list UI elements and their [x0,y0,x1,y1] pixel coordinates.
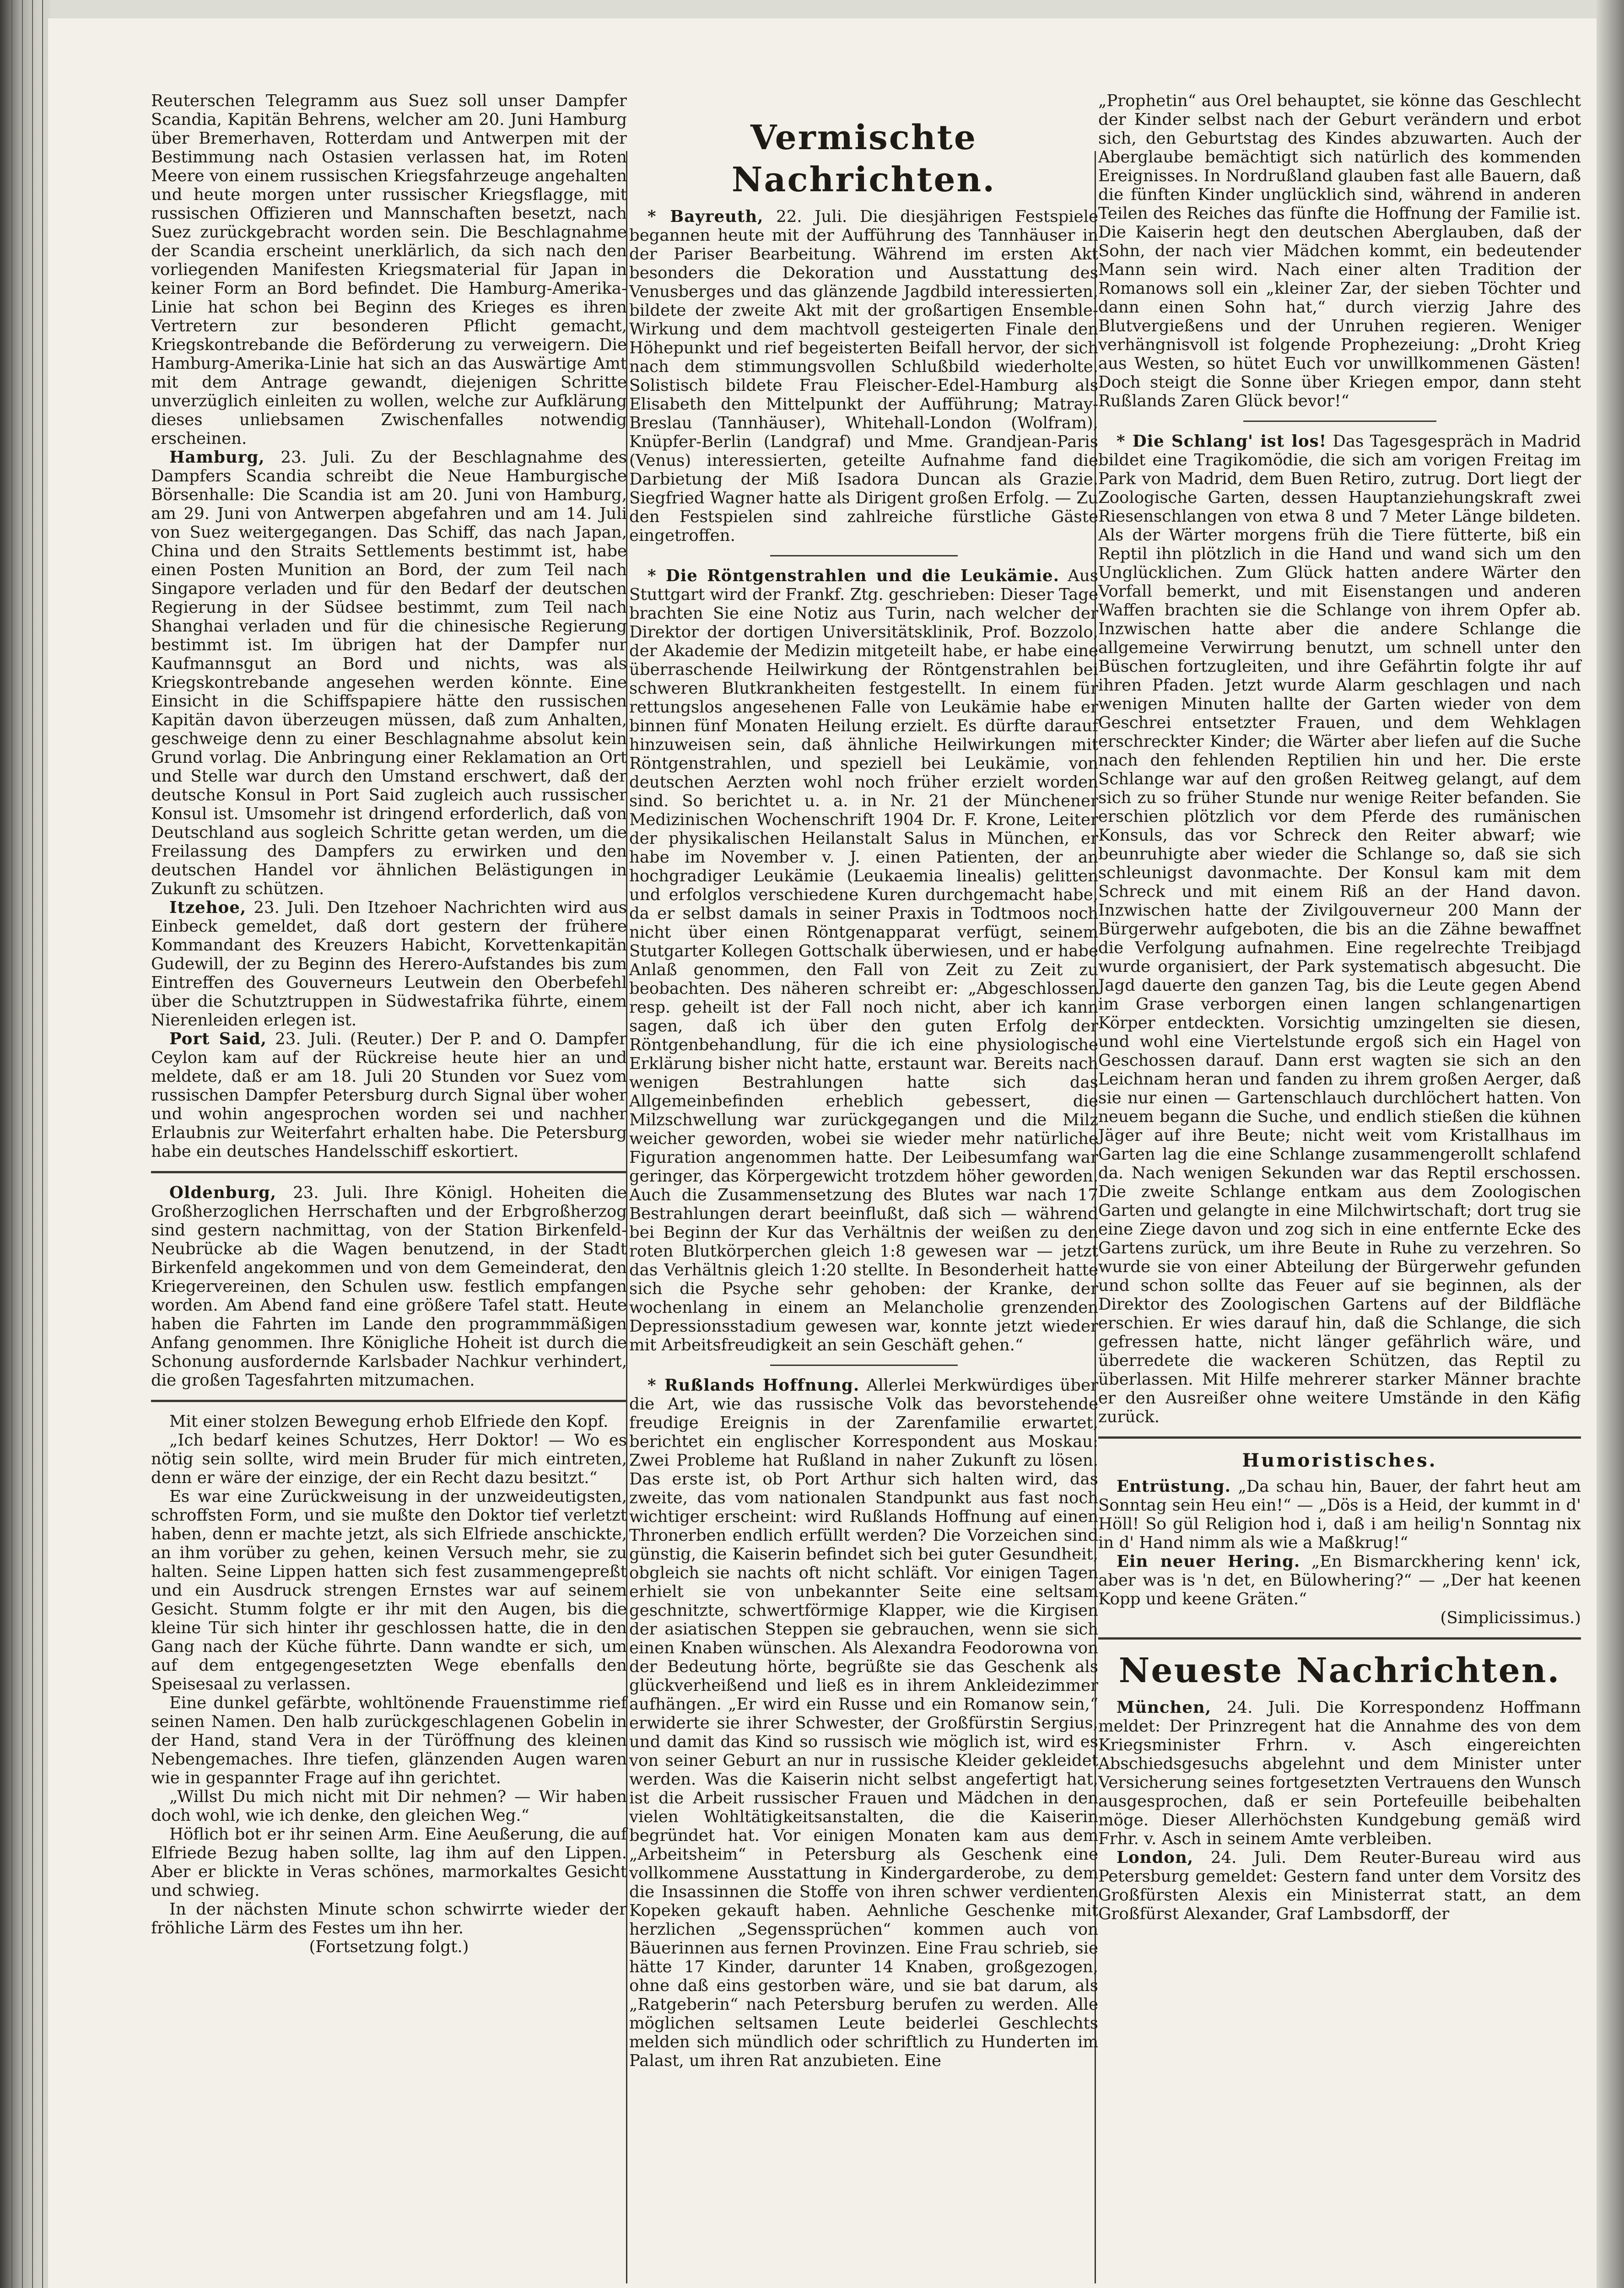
section-divider [1098,1637,1581,1640]
continuation-note: (Fortsetzung folgt.) [309,1937,469,1956]
article-port-said [151,1030,627,1161]
article-suez [151,92,627,448]
novel-paragraph: „Ich bedarf keines Schutzes, Herr Doktor! — Wo es nötig sein sollte, wird mein Bruder für mich eintreten, denn er wäre der einzige, der ein Recht dazu besitzt.“ [151,1431,627,1487]
article-bayreuth [629,207,1098,545]
article-russland [629,1376,1098,2070]
article-text: 23. Juli. (Reuter.) Der P. and O. Dampfer Ceylon kam auf der Rückreise heute hier an und meldete, daß er am 18. Juli 20 Stunden vor Suez vom russischen Dampfer Petersburg durch Signal über woher und wohin angesprochen worden sei und nachher Erlaubnis zur Weiterfahrt erhalten habe. Die Petersburg habe ein deutsches Handelsschiff eskortiert. [151,1030,627,1161]
dateline: Oldenburg, [169,1183,277,1202]
dateline: Itzehoe, [169,898,247,917]
joke-title: Ein neuer Hering. [1117,1552,1300,1571]
article-muenchen [1098,1698,1581,1848]
article-title: * Die Röntgenstrahlen und die Leukämie. [647,567,1059,585]
article-divider [1243,421,1436,422]
article-text: 23. Juli. Ihre Königl. Hoheiten die Großherzoglichen Herrschaften und der Erbgroßherzog sind gestern nachmittag, von der Station Birkenfeld-Neubrücke ab die Wagen benutzend, in der Stadt Birkenfeld angekommen und von dem Gemeinderat, den Kriegervereinen, den Schulen usw. festlich empfangen worden. Am Abend fand eine größere Tafel statt. Heute haben die Fahrten im Lande den programmmäßigen Anfang genommen. Ihre Königliche Hoheit ist durch die Schonung ausfordernde Karlsbader Nachkur verhindert, die großen Tagesfahrten mitzumachen. [151,1183,627,1390]
article-schlange [1098,432,1581,1426]
novel-paragraph: Höflich bot er ihr seinen Arm. Eine Aeußerung, die auf Elfriede Bezug haben sollte, lag ihm auf den Lippen. Aber er blickte in Veras schönes, marmorkaltes Gesicht und schwieg. [151,1825,627,1900]
column-left [151,92,627,1956]
dateline: London, [1117,1848,1194,1867]
book-binding [0,0,50,2288]
novel-paragraph: „Willst Du mich nicht mit Dir nehmen? — Wir haben doch wohl, wie ich denke, den gleichen Weg.“ [151,1787,627,1825]
section-heading-miscellaneous: Vermischte Nachrichten. [731,118,996,200]
article-text: Aus Stuttgart wird der Frankf. Ztg. geschrieben: Dieser Tage brachten Sie eine Notiz aus Turin, nach welcher der Direktor der dortigen Universitätsklinik, Prof. Bozzolo, der Akademie der Medizin mitgeteilt habe, er habe eine überraschende Heilwirkung der Röntgenstrahlen bei schweren Blutkrankheiten festgestellt. In einem für rettungslos angesehenen Falle von Leukämie habe er binnen fünf Monaten Heilung erzielt. Es dürfte darauf hinzuweisen sein, daß ähnliche Heilwirkungen mit Röntgenstrahlen, und speziell bei Leukämie, von deutschen Aerzten wohl noch früher erzielt worden sind. So berichtet u. a. in Nr. 21 der Münchener Medizinischen Wochenschrift 1904 Dr. F. Krone, Leiter der physikalischen Heilanstalt Salus in München, er habe im November v. J. einen Patienten, der an hochgradiger Leukämie (Leukaemia linealis) gelitten und erfolglos verschiedene Kuren durchgemacht habe, da er selbst damals in seiner Praxis in Todtmoos noch nicht über einen Röntgenapparat verfügt, seinem Stutgarter Kollegen Gottschalk überwiesen, und er habe Anlaß genommen, den Fall von Zeit zu Zeit zu beobachten. Des näheren schreibt er: „Abgeschlossen resp. geheilt ist der Fall noch nicht, aber ich kann sagen, daß ich über den guten Erfolg der Röntgenbehandlung, für die ich eine physiologische Erklärung bisher nicht hatte, erstaunt war. Bereits nach wenigen Bestrahlungen hatte sich das Allgemeinbefinden erheblich gebessert, die Milzschwellung war zurückgegangen und die Milz weicher geworden, wobei sie wieder mehr natürliche Figuration angenommen hatte. Der Leibesumfang war geringer, das Körpergewicht trotzdem höher geworden. Auch die Zusammensetzung des Blutes war nach 17 Bestrahlungen derart beeinflußt, daß sich — während bei Beginn der Kur das Verhältnis der weißen zu den roten Blutkörperchen gleich 1:8 gewesen war — jetzt das Verhältnis gleich 1:20 stellte. In Besonderheit hatte sich die Psyche sehr gehoben: der Kranke, der wochenlang in einem an Melancholie grenzenden Depressionsstadium gewesen war, konnte jetzt wieder mit Arbeitsfreudigkeit an sein Geschäft gehen.“ [629,567,1098,1354]
article-oldenburg [151,1183,627,1390]
article-text: 23. Juli. Den Itzehoer Nachrichten wird aus Einbeck gemeldet, daß dort gestern der frühere Kommandant des Kreuzers Habicht, Korvettenkapitän Gudewill, der zu Beginn des Herero-Aufstandes bis zum Eintreffen des Gouverneurs Leutwein den Oberbefehl über die Schutztruppen in Südwestafrika führte, einem Nierenleiden erlegen ist. [151,898,627,1030]
article-london [1098,1848,1581,1923]
article-text: Allerlei Merkwürdiges über die Art, wie das russische Volk das bevorstehende freudige Ereignis in der Zarenfamilie erwartet, berichtet ein englischer Korrespondent aus Moskau: Zwei Probleme hat Rußland in naher Zukunft zu lösen. Das erste ist, ob Port Arthur sich halten wird, das zweite, das vom nationalen Standpunkt aus fast noch wichtiger erscheint: wird Rußlands Hoffnung auf einen Thronerben endlich erfüllt werden? Die Vorzeichen sind günstig, die Kaiserin befindet sich bei guter Gesundheit, obgleich sie nachts oft nicht schläft. Vor einigen Tagen erhielt sie von unbekannter Seite eine seltsam geschnitzte, schwertförmige Klapper, wie die Kirgisen der asiatischen Steppen sie gebrauchen, wenn sie sich einen Knaben wünschen. Als Alexandra Feodorowna von der Bedeutung hörte, begrüßte sie das Geschenk als glückverheißend und ließ es in ihrem Ankleidezimmer aufhängen. „Er wird ein Russe und ein Romanow sein,“ erwiderte sie ihrer Schwester, der Großfürstin Sergius, und damit das Kind so russisch wie möglich ist, wird es von seiner Geburt an nur in russische Kleider gekleidet werden. Was die Kaiserin nicht selbst angefertigt hat, ist die Arbeit russischer Frauen und Mädchen in den vielen Wohltätigkeitsanstalten, die die Kaiserin begründet hat. Vor einigen Monaten kam aus dem „Arbeitsheim“ in Petersburg als Geschenk eine vollkommene Ausstattung in Kindergarderobe, zu dem die Insassinnen die Stoffe von ihren schwer verdienten Kopeken gekauft haben. Aehnliche Geschenke mit herzlichen „Segenssprüchen“ kommen auch von Bäuerinnen aus fernen Provinzen. Eine Frau schrieb, sie hätte 17 Kinder, darunter 14 Knaben, großgezogen, ohne daß eins gestorben wäre, und sie bat darum, als „Ratgeberin“ nach Petersburg berufen zu werden. Alle möglichen seltsamen Leute beiderlei Geschlechts melden sich mündlich oder schriftlich zu Hunderten im Palast, um ihren Rat anzubieten. Eine [629,1376,1098,2070]
article-itzehoe [151,898,627,1030]
section-divider [1098,1436,1581,1439]
article-text: 22. Juli. Die diesjährigen Festspiele begannen heute mit der Aufführung des Tannhäuser in der Pariser Bearbeitung. Während im ersten Akt besonders die Dekoration und Ausstattung des Venusberges und das glänzende Jagdbild interessierten, bildete der zweite Akt mit der großartigen Ensemble-Wirkung und dem machtvoll gesteigerten Finale den Höhepunkt und rief begeisterten Beifall hervor, der sich nach dem stimmungsvollen Schlußbild wiederholte. Solistisch bildete Frau Fleischer-Edel-Hamburg als Elisabeth den Mittelpunkt der Aufführung; Matray-Breslau (Tannhäuser), Whitehall-London (Wolfram), Knüpfer-Berlin (Landgraf) und Mme. Grandjean-Paris (Venus) interessierten, geteilte Aufnahme fand die Darbietung der Miß Isadora Duncan als Grazie. Siegfried Wagner hatte als Dirigent großen Erfolg. — Zu den Festspielen sind zahlreiche fürstliche Gäste eingetroffen. [629,207,1098,545]
page-edge [1597,0,1624,2288]
section-heading-latest-news: Neueste Nachrichten. [1118,1651,1561,1690]
novel-paragraph: Mit einer stolzen Bewegung erhob Elfriede den Kopf. [169,1412,609,1431]
humor-entruestung [1098,1477,1581,1552]
joke-title: Entrüstung. [1117,1477,1231,1496]
section-heading-humor: Humoristisches. [1242,1450,1437,1471]
column-right [1098,92,1581,1923]
article-divider [770,1365,958,1366]
article-title: * Rußlands Hoffnung. [647,1376,860,1395]
article-text: „Prophetin“ aus Orel behauptet, sie könne das Geschlecht der Kinder selbst nach der Geburt verändern und erbot sich, den Geburtstag des Kindes abzuwarten. Auch der Aberglaube bemächtigt sich natürlich des kommenden Ereignisses. In Nordrußland glauben fast alle Bauern, daß die fünften Kinder unglücklich sind, während in anderen Teilen des Reiches das fünfte die Hoffnung der Familie ist. Die Kaiserin hegt den deutschen Aberglauben, daß der Sohn, der nach vier Mädchen kommt, ein bedeutender Mann sein wird. Nach einer alten Tradition der Romanows soll ein „kleiner Zar, der sieben Töchter und dann einen Sohn hat,“ durch vierzig Jahre des Blutvergießens und der Unruhen regieren. Weniger verhängnisvoll ist folgende Prophezeiung: „Droht Krieg aus Westen, so hütet Euch vor unwillkommenen Gästen! Doch steigt die Sonne über Kriegen empor, dann steht Rußlands Zaren Glück bevor!“ [1098,92,1581,410]
article-text: 24. Juli. Die Korrespondenz Hoffmann meldet: Der Prinzregent hat die Annahme des von dem Kriegsminister Frhrn. v. Asch eingereichten Abschiedsgesuchs abgelehnt und dem Minister unter Versicherung seines fortgesetzten Vertrauens den Wunsch ausgesprochen, daß er sein Portefeuille beibehalten möge. Dieser Allerhöchsten Kundgebung gemäß wird Frhr. v. Asch in seinem Amte verbleiben. [1098,1698,1581,1848]
article-hamburg [151,448,627,898]
dateline: Hamburg, [169,448,265,467]
novel-paragraph: In der nächsten Minute schon schwirrte wieder der fröhliche Lärm des Festes um ihn her. [151,1900,627,1937]
section-divider [151,1400,627,1402]
article-title: * Die Schlang' ist los! [1117,432,1327,451]
article-roentgen [629,567,1098,1354]
serial-novel [151,1412,627,1956]
column-middle [629,92,1098,2070]
novel-paragraph: Eine dunkel gefärbte, wohltönende Frauenstimme rief seinen Namen. Den halb zurückgeschlagenen Gobelin in der Hand, stand Vera in der Türöffnung des kleinen Nebengemaches. Ihre tiefen, glänzenden Augen waren wie in gespannter Frage auf ihn gerichtet. [151,1694,627,1787]
humor-hering [1098,1552,1581,1608]
article-text: 24. Juli. Dem Reuter-Bureau wird aus Petersburg gemeldet: Gestern fand unter dem Vorsitz des Großfürsten Alexis ein Ministerrat statt, an dem Großfürst Alexander, Graf Lambsdorff, der [1098,1848,1581,1923]
dateline: * Bayreuth, [647,207,764,226]
article-divider [770,555,958,556]
article-russland-continued [1098,92,1581,410]
article-text: Reuterschen Telegramm aus Suez soll unser Dampfer Scandia, Kapitän Behrens, welcher am 20. Juni Hamburg über Bremerhaven, Rotterdam und Antwerpen mit der Bestimmung nach Ostasien verlassen hat, im Roten Meere von einem russischen Kriegsfahrzeuge angehalten und heute morgen unter russischer Kriegsflagge, mit russischen Offizieren und Mannschaften besetzt, nach Suez zurückgebracht worden sein. Die Beschlagnahme der Scandia erscheint unerklärlich, da sich nach den vorliegenden Manifesten Kriegsmaterial für Japan in keiner Form an Bord befindet. Die Hamburg-Amerika-Linie hat schon bei Beginn des Krieges es ihren Vertretern zur besonderen Pflicht gemacht, Kriegskontrebande die Beförderung zu verweigern. Die Hamburg-Amerika-Linie hat sich an das Auswärtige Amt mit dem Antrage gewandt, diejenigen Schritte unverzüglich einleiten zu wollen, welche zur Aufklärung dieses unliebsamen Zwischenfalles notwendig erscheinen. [151,92,627,448]
joke-text: „En Bismarckhering kenn' ick, aber was is 'n det, en Bülowhering?“ — „Der hat keenen Kopp und keene Gräten.“ [1098,1552,1581,1608]
dateline: München, [1117,1698,1212,1717]
section-divider [151,1171,627,1173]
article-text: 23. Juli. Zu der Beschlagnahme des Dampfers Scandia schreibt die Neue Hamburgische Börsenhalle: Die Scandia ist am 20. Juni von Hamburg, am 29. Juni von Antwerpen abgefahren und am 14. Juli von Suez weitergegangen. Das Schiff, das nach Japan, China und den Straits Settlements bestimmt ist, habe einen Posten Munition an Bord, der zum Teil nach Singapore verladen und für den Bedarf der deutschen Regierung in der Südsee bestimmt, zum Teil nach Shanghai verladen und für die chinesische Regierung bestimmt ist. Im übrigen hat der Dampfer nur Kaufmannsgut an Bord und nichts, was als Kriegskontrebande angesehen werden könnte. Eine Einsicht in die Schiffspapiere hätte den russischen Kapitän davon überzeugen müssen, daß zum Anhalten, geschweige denn zu einer Beschlagnahme absolut kein Grund vorlag. Die Anbringung einer Reklamation an Ort und Stelle war durch den Umstand erschwert, daß der deutsche Konsul in Port Said zugleich auch russischer Konsul ist. Umsomehr ist dringend erforderlich, daß von Deutschland aus sogleich Schritte getan werden, um die Freilassung des Dampfers zu erwirken und den deutschen Handel vor ähnlichen Belästigungen in Zukunft zu schützen. [151,448,627,898]
dateline: Port Said, [169,1030,267,1048]
novel-paragraph: Es war eine Zurückweisung in der unzweideutigsten, schroffsten Form, und sie mußte den Doktor tief verletzt haben, denn er machte jetzt, als sich Elfriede anschickte, an ihm vorüber zu gehen, keinen Versuch mehr, sie zu halten. Seine Lippen hatten sich fest zusammengepreßt und ein Ausdruck strengen Ernstes war auf seinem Gesicht. Stumm folgte er ihr mit den Augen, bis die kleine Tür sich hinter ihr geschlossen hatte, die in den Gang nach der Küche führte. Dann wandte er sich, um auf dem entgegengesetzten Wege ebenfalls den Speisesaal zu verlassen. [151,1487,627,1694]
article-text: Das Tagesgespräch in Madrid bildet eine Tragikomödie, die sich am vorigen Freitag im Park von Madrid, dem Buen Retiro, zutrug. Dort liegt der Zoologische Garten, dessen Hauptanziehungskraft zwei Riesenschlangen von etwa 8 und 7 Meter Länge bildeten. Als der Wärter morgens früh die Tiere fütterte, biß ein Reptil ihn plötzlich in die Hand und wand sich um den Unglücklichen. Zum Glück hatten andere Wärter den Vorfall bemerkt, und mit Eisenstangen und anderen Waffen brachten sie die Schlange von ihrem Opfer ab. Inzwischen hatte aber die andere Schlange die allgemeine Verwirrung benutzt, um schnell unter den Büschen fortzugleiten, und ihre Gefährtin folgte ihr auf ihren Pfaden. Jetzt wurde Alarm geschlagen und nach wenigen Minuten hallte der Garten wieder von dem Geschrei entsetzter Frauen, und dem Wehklagen erschreckter Kinder; die Wärter aber liefen auf die Suche nach den fehlenden Reptilien hin und her. Die erste Schlange war auf den großen Reitweg gelangt, auf dem sich zu so früher Stunde nur wenige Reiter befanden. Sie erschien plötzlich vor dem Pferde des rumänischen Konsuls, das vor Schreck den Reiter abwarf; wie beunruhigte aber wieder die Schlange so, daß sie sich schleunigst davonmachte. Der Konsul kam mit dem Schreck und mit einem Riß an der Hand davon. Inzwischen hatte der Zivilgouverneur 200 Mann der Bürgerwehr aufgeboten, die bis an die Zähne bewaffnet die Verfolgung aufnahmen. Eine regelrechte Treibjagd wurde organisiert, der Park systematisch abgesucht. Die Jagd dauerte den ganzen Tag, bis die Leute gegen Abend im Grase verborgen einen langen schlangenartigen Körper entdeckten. Vorsichtig umzingelten sie diesen, und wohl eine Viertelstunde ergoß sich ein Hagel von Geschossen darauf. Dann erst wagten sie sich an den Leichnam heran und fanden zu ihrem großen Aerger, daß sie nur einen — Gartenschlauch durchlöchert hatten. Von neuem begann die Suche, und endlich stießen die kühnen Jäger auf ihre Beute; nicht weit vom Kristallhaus im Garten lag die eine Schlange zusammengerollt schlafend da. Nach wenigen Sekunden war das Reptil erschossen. Die zweite Schlange entkam aus dem Zoologischen Garten und gelangte in eine Milchwirtschaft; dort trug sie eine Ziege davon und zog sich in eine entfernte Ecke des Gartens zurück, um ihre Beute in Ruhe zu verzehren. So wurde sie von einer Abteilung der Bürgerwehr gefunden und schon sollte das Feuer auf sie beginnen, als der Direktor des Zoologischen Gartens auf der Bildfläche erschien. Er wies darauf hin, daß die Schlange, die sich gefressen hatte, nicht länger gefährlich wäre, und überredete die wackeren Schützen, das Reptil zu überlassen. Mit Hilfe mehrerer starker Männer brachte er den Ausreißer ohne weitere Umstände in den Käfig zurück. [1098,432,1581,1426]
joke-text: „Da schau hin, Bauer, der fahrt heut am Sonntag sein Heu ein!“ — „Dös is a Heid, der kummt in d' Höll! So gül Religion hod i, daß i am heilig'n Sonntag nix in d' Hand nimm als wie a Maßkrug!“ [1098,1477,1581,1552]
humor-source: (Simplicissimus.) [1440,1608,1581,1627]
